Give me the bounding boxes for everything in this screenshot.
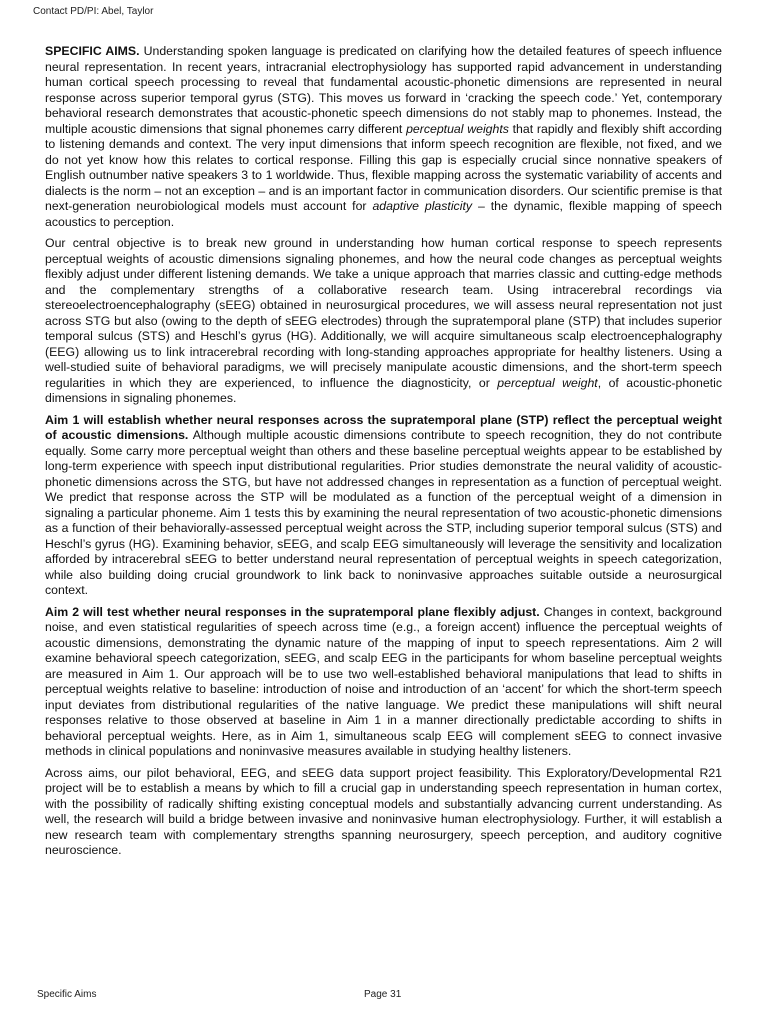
paragraph-across-aims: Across aims, our pilot behavioral, EEG, and sEEG data support project feasibility. This Exploratory/Developmental R21 project will be to establish a means by which to fill a crucial gap in understanding speech representation in human cortex, with the possibility of radically shifting existing conceptual models and substantially advancing current understanding. As well, the research will build a bridge between invasive and noninvasive human electrophysiology. Further, it will establish a new research team with complementary strengths spanning neurosurgery, speech perception, and auditory cognitive neuroscience. <box>45 765 722 857</box>
paragraph-aim-2: Aim 2 will test whether neural responses in the supratemporal plane flexibly adjust. Changes in context, background noise, and even statistical regularities of speech across time (e.g., a foreign accent) influence the perceptual weights of acoustic dimensions, demonstrating the dynamic nature of the mapping of input to speech representations. Aim 2 will examine behavioral speech categorization, sEEG, and scalp EEG in the participants for whom baseline perceptual weights are measured in Aim 1. Our approach will be to use two well-established behavioral manipulations that lead to shifts in perceptual weights relative to baseline: introduction of noise and introduction of an ‘accent’ for which the short-term speech input deviates from distributional regularities of the native language. We predict these manipulations will shift neural responses relative to those observed at baseline in Aim 1 in a manner directionally predictable according to shifts in behavioral perceptual weights. Here, as in Aim 1, simultaneous scalp EEG will complement sEEG to connect invasive methods in clinical populations and noninvasive measures available in studying healthy listeners. <box>45 604 722 758</box>
aim-2-heading: Aim 2 will test whether neural responses in the supratemporal plane flexibly adjust. <box>45 604 540 619</box>
page-header-contact: Contact PD/PI: Abel, Taylor <box>33 6 154 17</box>
paragraph-central-objective: Our central objective is to break new ground in understanding how human cortical response to speech represents perceptual weights of acoustic dimensions signaling phonemes, and how the neural code changes as perceptual weights flexibly adjust under different listening demands. We take a unique approach that marries classic and cutting-edge methods and the complementary strengths of a collaborative research team. Using intracerebral recordings via stereoelectroencephalography (sEEG) obtained in neurosurgical procedures, we will assess neural representation not just across STG but also (owing to the depth of sEEG electrodes) through the supratemporal plane (STP) that includes superior temporal sulcus (STS) and Heschl’s gyrus (HG). Additionally, we will acquire simultaneous scalp electroencephalography (EEG) allowing us to link intracerebral recording with long-standing approaches appropriate for healthy listeners. Using a well-studied suite of behavioral paradigms, we will precisely manipulate acoustic dimensions, and the short-term speech regularities in which they are experienced, to influence the diagnosticity, or perceptual weight, of acoustic-phonetic dimensions in signaling phonemes. <box>45 236 722 405</box>
aim-1-heading: Aim 1 will establish whether neural responses across the supratemporal plane (STP) reflect the perceptual weight of acoustic dimensions. <box>45 412 722 442</box>
paragraph-specific-aims: SPECIFIC AIMS. Understanding spoken language is predicated on clarifying how the detailed features of speech influence neural representation. In recent years, intracranial electrophysiology has supported rapid advancement in understanding human cortical speech processing to reveal that fundamental acoustic-phonetic dimensions are represented in neural response across superior temporal gyrus (STG). This moves us forward in ‘cracking the speech code.’ Yet, contemporary behavioral research demonstrates that acoustic-phonetic speech dimensions do not stably map to phonemes. Instead, the multiple acoustic dimensions that signal phonemes carry different perceptual weights that rapidly and flexibly shift according to listening demands and context. The very input dimensions that inform speech recognition are flexible, not fixed, and we do not yet know how this relates to cortical response. Filling this gap is especially crucial since nonnative speakers of English outnumber native speakers 3 to 1 worldwide. Thus, flexible mapping across the systematic variability of accents and dialects is the norm – not an exception – and is an important factor in communication disorders. Our scientific premise is that next-generation neurobiological models must account for adaptive plasticity – the dynamic, flexible mapping of speech acoustics to perception. <box>45 44 722 229</box>
specific-aims-heading: SPECIFIC AIMS. <box>45 44 140 58</box>
document-body <box>45 44 722 865</box>
paragraph-aim-1: Aim 1 will establish whether neural responses across the supratemporal plane (STP) reflect the perceptual weight of acoustic dimensions. Although multiple acoustic dimensions contribute to speech recognition, they do not contribute equally. Some carry more perceptual weight than others and these baseline perceptual weights appear to be established by long-term experience with speech input distributional regularities. Prior studies demonstrate the neural validity of acoustic-phonetic dimensions across the STG, but have not addressed changes in representation as a function of perceptual weight. We predict that response across the STP will be modulated as a function of the perceptual weight of a dimension in signaling a particular phoneme. Aim 1 tests this by examining the neural representation of two acoustic-phonetic dimensions as a function of their behaviorally-assessed perceptual weight across the STP, including superior temporal sulcus (STS) and Heschl’s gyrus (HG). Examining behavior, sEEG, and scalp EEG simultaneously will leverage the sensitivity and localization afforded by intracerebral sEEG to better understand neural representation of perceptual weights in speech categorization, while also building doing crucial groundwork to link back to noninvasive approaches suitable outside a neurosurgical context. <box>45 412 722 597</box>
footer-page-number: Page 31 <box>364 989 402 1000</box>
footer-section-label: Specific Aims <box>37 989 97 1000</box>
